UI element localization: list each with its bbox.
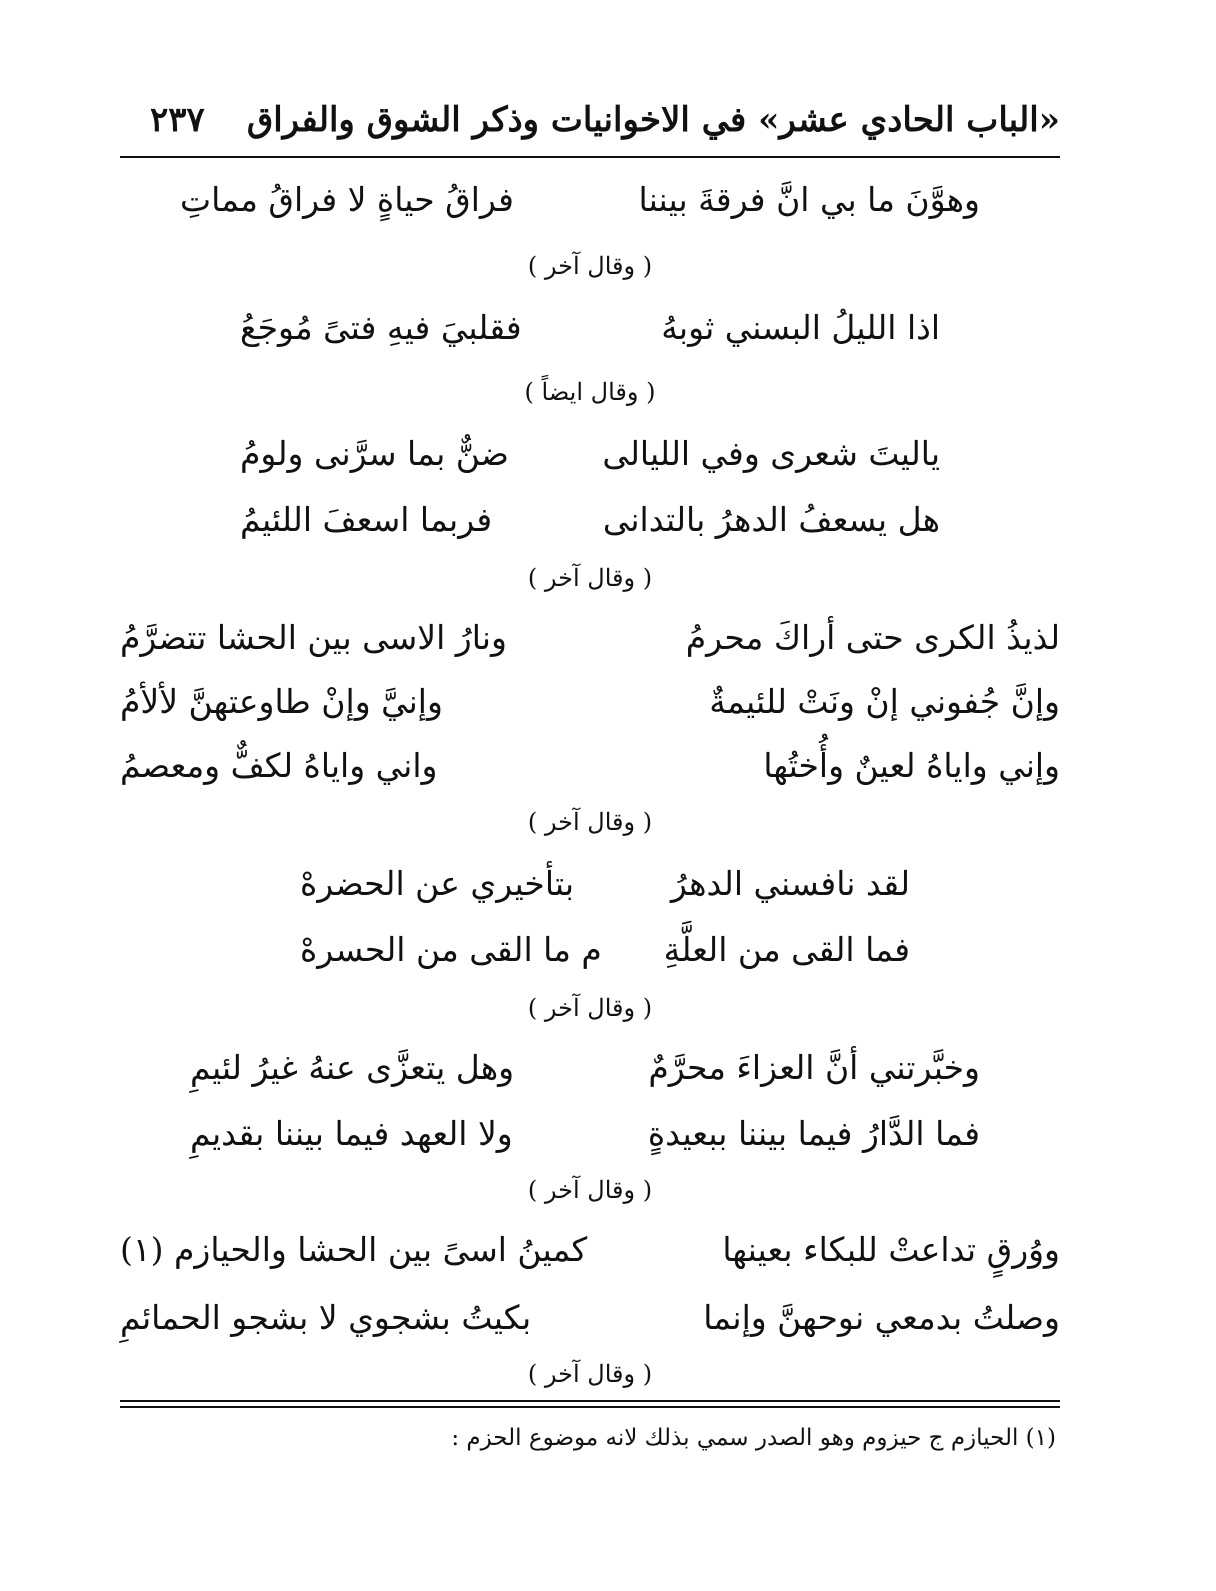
footnote: (١) الحيازم ج حيزوم وهو الصدر سمي بذلك لانه موضوع الحزم : [451, 1425, 1056, 1451]
attribution: ( وقال آخر ) [527, 808, 653, 836]
verse-line [120, 674, 1060, 730]
second-hemistich: واني واياهُ لكفٌّ ومعصمُ [120, 746, 438, 785]
verse-line [190, 1106, 980, 1162]
verse-line [300, 856, 910, 912]
attribution: ( وقال آخر ) [527, 564, 653, 592]
second-hemistich: وهل يتعزَّى عنهُ غيرُ لئيمِ [190, 1048, 515, 1087]
second-hemistich: م ما القى من الحسرهْ [300, 930, 602, 969]
attribution: ( وقال آخر ) [527, 1360, 653, 1388]
attribution: ( وقال آخر ) [527, 252, 653, 280]
first-hemistich: ووُرقٍ تداعتْ للبكاء بعينها [722, 1230, 1060, 1269]
first-hemistich: وصلتُ بدمعي نوحهنَّ وإنما [703, 1298, 1060, 1337]
first-hemistich: لذيذُ الكرى حتى أراكَ محرمُ [685, 618, 1060, 657]
page-number: ٢٣٧ [150, 100, 205, 140]
first-hemistich: فما القى من العلَّةِ [663, 930, 910, 969]
second-hemistich: فقلبيَ فيهِ فتىً مُوجَعُ [240, 308, 522, 347]
first-hemistich: هل يسعفُ الدهرُ بالتدانى [602, 500, 940, 539]
verse-line [190, 1040, 980, 1096]
footnote-rule [120, 1406, 1060, 1408]
first-hemistich: وخبَّرتني أنَّ العزاءَ محرَّمٌ [648, 1048, 980, 1087]
footnote-rule [120, 1400, 1060, 1402]
attribution: ( وقال ايضاً ) [524, 378, 656, 406]
verse-line [120, 1290, 1060, 1346]
second-hemistich: بكيتُ بشجوي لا بشجو الحمائمِ [120, 1298, 532, 1337]
verse-line [240, 300, 940, 356]
first-hemistich: ياليتَ شعرى وفي الليالى [602, 434, 940, 473]
attribution: ( وقال آخر ) [527, 1176, 653, 1204]
running-header [120, 92, 1060, 148]
verse-line [120, 1222, 1060, 1278]
first-hemistich: وهوَّنَ ما بي انَّ فرقةَ بيننا [638, 180, 980, 219]
second-hemistich: ضنٌّ بما سرَّنى ولومُ [240, 434, 509, 473]
first-hemistich: اذا الليلُ البسني ثوبهُ [661, 308, 940, 347]
verse-line [120, 738, 1060, 794]
first-hemistich: وإنَّ جُفوني إنْ ونَتْ للئيمةٌ [709, 682, 1060, 721]
verse-line [180, 172, 980, 228]
second-hemistich: ونارُ الاسى بين الحشا تتضرَّمُ [120, 618, 507, 657]
second-hemistich: كمينُ اسىً بين الحشا والحيازم (١) [120, 1230, 588, 1269]
verse-line [120, 610, 1060, 666]
first-hemistich: لقد نافسني الدهرُ [670, 864, 910, 903]
header-rule [120, 156, 1060, 158]
second-hemistich: فراقُ حياةٍ لا فراقُ مماتِ [180, 180, 514, 219]
verse-line [240, 426, 940, 482]
second-hemistich: بتأخيري عن الحضرهْ [300, 864, 575, 903]
first-hemistich: فما الدَّارُ فيما بيننا ببعيدةٍ [647, 1114, 980, 1153]
verse-line [300, 922, 910, 978]
chapter-title: «الباب الحادي عشر» في الاخوانيات وذكر الشوق والفراق [246, 100, 1060, 140]
second-hemistich: فربما اسعفَ اللئيمُ [240, 500, 493, 539]
verse-line [240, 492, 940, 548]
attribution: ( وقال آخر ) [527, 994, 653, 1022]
first-hemistich: وإني واياهُ لعينٌ وأُختُها [763, 746, 1060, 785]
second-hemistich: وإنيَّ وإنْ طاوعتهنَّ لألأمُ [120, 682, 443, 721]
second-hemistich: ولا العهد فيما بيننا بقديمِ [190, 1114, 513, 1153]
